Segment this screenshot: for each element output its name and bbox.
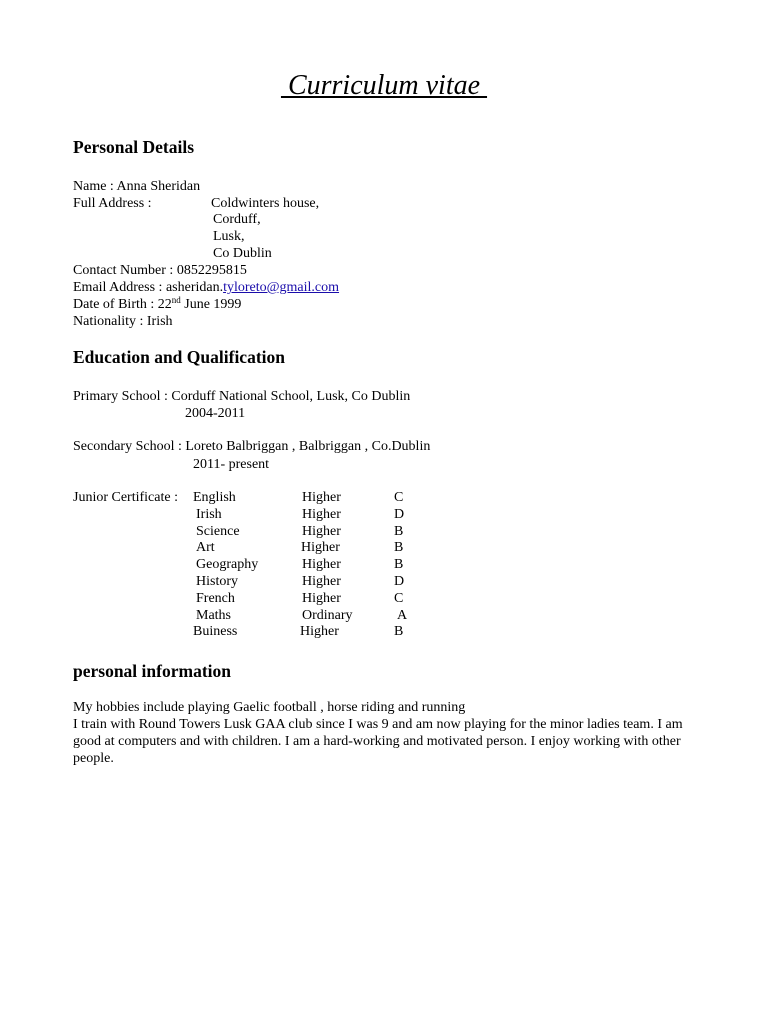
email-prefix: asheridan.: [165, 280, 224, 295]
jc-subject: Art: [196, 540, 215, 556]
jc-level: Ordinary: [302, 607, 353, 623]
dob-rest: June 1999: [180, 297, 242, 312]
secondary-school-years: 2011- present: [193, 457, 270, 472]
document-title: [0, 68, 768, 104]
dob-ordinal-suffix: nd: [171, 295, 181, 305]
jc-subject: History: [196, 574, 238, 589]
jc-subject: English: [193, 490, 236, 505]
junior-cert-label: Junior Certificate :: [73, 490, 178, 505]
jc-level: Higher: [302, 490, 341, 505]
jc-grade: D: [394, 506, 405, 522]
address-line-1: Coldwinters house,: [211, 196, 320, 211]
jc-level: Higher: [301, 540, 340, 556]
secondary-school-label: Secondary School :: [73, 439, 186, 454]
jc-level: Higher: [300, 624, 339, 640]
contact-number: 0852295815: [176, 263, 247, 278]
jc-subject: Science: [196, 523, 240, 539]
name-row: [73, 178, 200, 195]
personal-information-heading: personal information: [73, 661, 231, 681]
contact-label: Contact Number :: [73, 263, 177, 278]
primary-school-label: Primary School :: [73, 389, 172, 404]
address-line-2: Corduff,: [213, 212, 261, 227]
dob-row: [73, 296, 241, 313]
contact-row: [73, 262, 247, 279]
jc-subject: Geography: [196, 557, 259, 573]
jc-subject: French: [196, 590, 235, 606]
jc-level: Higher: [302, 557, 341, 573]
jc-grade: C: [394, 490, 404, 505]
jc-grade: B: [394, 540, 404, 556]
document-title-text: Curriculum vitae: [280, 70, 488, 101]
address-line-3: Lusk,: [213, 229, 245, 244]
jc-subject: Irish: [196, 506, 222, 522]
jc-grade: D: [394, 574, 405, 589]
personal-statement-paragraph: I train with Round Towers Lusk GAA club since I was 9 and am now playing for the minor ladies team. I am good at computers and with children. I am a hard-working and motivated person. I enjoy working with other people.: [73, 717, 683, 766]
jc-subject: Maths: [196, 607, 231, 623]
jc-grade: C: [394, 590, 404, 606]
jc-grade: A: [397, 607, 408, 623]
address-line-4: Co Dublin: [213, 246, 272, 261]
jc-grade: B: [394, 557, 404, 573]
jc-level: Higher: [302, 574, 341, 589]
hobbies-paragraph: My hobbies include playing Gaelic football , horse riding and running: [73, 700, 466, 715]
jc-grade: B: [394, 523, 404, 539]
jc-level: Higher: [302, 590, 341, 606]
jc-grade: B: [394, 624, 404, 640]
address-label: Full Address :: [73, 196, 152, 211]
email-label: Email Address :: [73, 280, 166, 295]
email-link[interactable]: tyloreto@gmail.com: [223, 280, 340, 295]
secondary-school-name: Loreto Balbriggan , Balbriggan , Co.Dublin: [185, 439, 431, 454]
jc-level: Higher: [302, 506, 341, 522]
name-value: Anna Sheridan: [116, 179, 201, 194]
primary-school-years: 2004-2011: [185, 406, 246, 421]
primary-school-row: [73, 388, 410, 405]
nationality-label: Nationality :: [73, 314, 147, 329]
primary-school-name: Corduff National School, Lusk, Co Dublin: [171, 389, 411, 404]
jc-level: Higher: [302, 523, 341, 539]
jc-subject: Buiness: [193, 624, 238, 640]
personal-details-heading: Personal Details: [73, 137, 195, 157]
dob-label: Date of Birth :: [73, 297, 158, 312]
education-heading: Education and Qualification: [73, 347, 285, 367]
email-row: [73, 279, 339, 296]
nationality-row: [73, 313, 173, 330]
name-label: Name :: [73, 179, 117, 194]
dob-day: 22: [157, 297, 172, 312]
nationality-value: Irish: [146, 314, 173, 329]
secondary-school-row: [73, 438, 430, 455]
